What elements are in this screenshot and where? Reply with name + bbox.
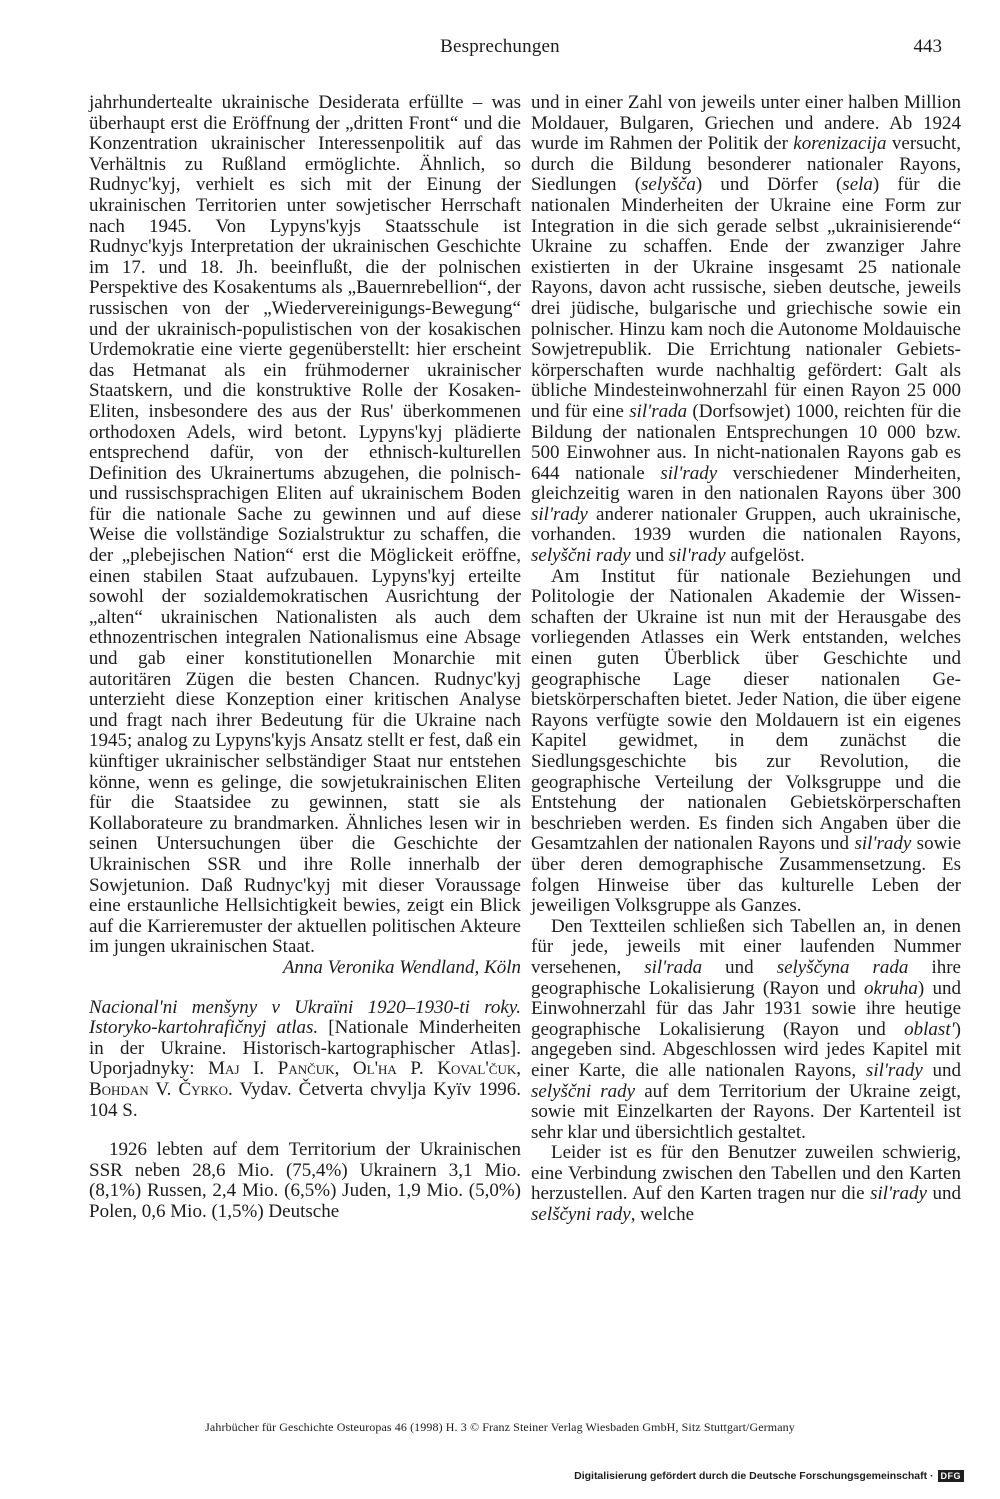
right-column — [531, 93, 961, 1226]
text-run: und in einer Zahl von jeweils unter einer halben Million Moldauer, Bulgaren, Griechen und andere. Ab 1924 wurde im Rahmen der Politik der — [531, 92, 961, 155]
review-paragraph — [531, 917, 961, 1144]
text-run: , welche — [630, 1204, 695, 1226]
text-run: (Dorfsowjet) 1000, reichten für die Bildung der nationalen Entsprechungen 10 000 bzw. 500 Einwohner aus. In nicht-nationalen Rayons gab es 644 nationale — [531, 400, 962, 484]
text-run: verschiedener Minderheiten, gleichzeitig waren in den nationalen Rayons über 300 — [531, 462, 961, 505]
running-header: Besprechungen — [440, 36, 560, 57]
text-run: ) und Einwohnerzahl für das Jahr 1931 sowie ihre heutige geographische Lokalisierung (Rayon und — [531, 977, 961, 1040]
funding-text: Digitalisierung gefördert durch die Deutsche Forschungsgemeinschaft · — [574, 1470, 934, 1482]
text-run: und — [926, 1183, 961, 1205]
italic-term: sela — [842, 174, 873, 196]
italic-term: selyšča — [641, 174, 696, 196]
italic-term: sil'rady — [660, 462, 718, 484]
italic-term: sil'rada — [644, 956, 703, 978]
italic-term: sil'rady — [870, 1183, 927, 1205]
text-run: ihre geographische Lokalisierung (Rayon und — [531, 956, 961, 999]
italic-term: selščyni rady — [531, 1204, 631, 1226]
text-run: anderer nationaler Gruppen, auch ukrainische, vorhanden. 1939 wurden die nationalen Rayons, — [531, 503, 961, 546]
review-signature: Anna Veronika Wendland, Köln — [282, 956, 521, 978]
dfg-logo-icon: DFG — [938, 1470, 965, 1482]
italic-term: okruha — [864, 977, 918, 999]
text-run: und — [630, 545, 669, 567]
book-reference — [89, 998, 521, 1122]
review-paragraph: jahrhundertealte ukrainische Desiderata erfüllte – was überhaupt erst die Eröffnung der „dritten Front“ und die Konzentration ukrainischer Interessenpolitik auf das Verhältnis zu Rußland ermöglichte. Ähnlich, so Rudnyc'kyj, verhielt es sich mit der Einung der ukrainischen Territorien unter sowjetischer Herrschaft nach 1945. Von Lypyns'kyjs Staatsschule ist Rudnyc'kyjs Interpretation der ukrainischen Geschichte im 17. und 18. Jh. beeinflußt, die der polnischen Perspektive des Kosakentums als „Bauernrebellion“, der russischen von der „Wiedervereinigungs-Bewegung“ und der ukrainisch-populistischen von der kosakischen Urdemokratie eine vierte gegenüberstellt: hier erscheint das Hetmanat als ein frühmoderner ukrainischer Staatskern, und die konstruktive Rolle der Kosaken-Eliten, insbesondere des aus der Rus' überkommenen orthodoxen Adels, wird betont. Lypyns'kyj plädierte entsprechend dafür, von der ethnisch-kulturellen Definition des Ukrainertums abzugehen, die polnisch- und russischsprachigen Eliten auf ukrainischem Boden für die nationale Sache zu gewinnen und auf diese Weise die vollständige Sozialstruktur zu schaffen, die der „plebejischen Nation“ erst die Möglickeit eröffne, einen stabilen Staat aufzubauen. Lypyns'kyj erteilte sowohl der sozialdemokratischen Ausrichtung der „alten“ ukrainischen Nationalisten als auch dem ethnozentrischen integralen Nationalismus eine Absage und gab einer konstitutionellen Monarchie mit autoritären Zügen die besten Chancen. Rudnyc'kyj unterzieht diese Konzeption einer kritischen Analyse und fragt nach ihrer Bedeutung für die Ukraine nach 1945; analog zu Lypyns'kyjs Ansatz stellt er fest, daß ein künftiger ukrainischer selbständiger Staat nur entstehen könne, wenn es gelinge, die sowjetukrainischen Eliten für die Staatsidee zu gewinnen, statt sie als Kollaborateure zu brandmarken. Ähnliches lesen wir in seinen Untersuchungen über die Geschichte der Ukrainischen SSR und ihre Rolle innerhalb der Sowjetunion. Daß Rudnyc'kyj mit dieser Voraussage eine erstaunliche Hellsichtigkeit bewies, zeigt ein Blick auf die Karrieremuster der aktuellen politischen Akteure im jungen ukrainischen Staat. — [89, 92, 521, 958]
page-number: 443 — [913, 36, 942, 57]
italic-term: korenizacija — [793, 133, 887, 155]
text-run: auf dem Territorium der Ukraine zeigt, sowie mit Einzelkarten der Rayons. Der Kartenteil ist sehr klar und übersichtlich gestaltet. — [531, 1080, 961, 1143]
italic-term: selyščni rady — [531, 545, 631, 567]
text-run: ) angegeben sind. Abgeschlossen wird jedes Kapitel mit einer Karte, die alle nationalen Rayons, — [531, 1018, 961, 1081]
italic-term: sil'rady — [854, 833, 912, 855]
text-run: versucht, durch die Bildung besonderer nationaler Rayons, Siedlungen ( — [531, 133, 962, 196]
text-run: Den Textteilen schließen sich Tabellen an, in denen für jede, jeweils mit einer laufenden Nummer versehenen, — [531, 915, 961, 978]
review-paragraph — [531, 93, 961, 567]
text-run: Am Institut für nationale Beziehungen und Politologie der Nationalen Akademie der Wissenschaften der Ukraine ist nun mit der Herausgabe des vorliegenden Atlasses ein Werk entstanden, welches einen guten Überblick über Geschichte und geographische Lage dieser nationalen Gebietskörperschaften bietet. Jeder Nation, die über eigene Rayons verfügte sowie den Moldauern ist ein eigenes Kapitel gewidmet, in dem zunächst die Siedlungsgeschichte bis zur Revolution, die geographische Verteilung der Volksgruppe und die Entstehung der nationalen Gebietskörperschaften beschrieben werden. Es finden sich Angaben über die Gesamtzahlen der nationalen Rayons und — [531, 565, 961, 855]
italic-term: oblast' — [904, 1018, 955, 1040]
text-run: aufgelöst. — [725, 545, 805, 567]
journal-footer: Jahrbücher für Geschichte Osteuropas 46 (1998) H. 3 © Franz Steiner Verlag Wiesbaden GmbH, Sitz Stuttgart/Germany — [205, 1420, 795, 1434]
text-run: sowie über deren demographische Zusammensetzung. Es folgen Hinweise über das kulturelle Leben der jeweiligen Volksgruppe als Ganzes. — [531, 833, 962, 917]
text-run: ) für die nationalen Minderheiten der Ukraine eine Form zur Integration in die sich gerade selbst „ukrainisierende“ Ukraine zu schaffen. Ende der zwanziger Jahre existierten in der Ukraine insgesamt 25 nationale Rayons, davon acht russische, sieben deutsche, jeweils drei jüdische, bulgarische und griechische sowie ein polnischer. Hinzu kam noch die Autonome Moldauische Sowjetrepublik. Die Errichtung nationaler Gebietskörperschaften wurde nachhaltig gefördert: Galt als übliche Mindesteinwohnerzahl für einen Rayon 25 000 und für eine — [531, 174, 961, 422]
italic-term: sil'rady — [865, 1059, 923, 1081]
review-paragraph: 1926 lebten auf dem Territorium der Ukrainischen SSR neben 28,6 Mio. (75,4%) Ukrainern 3,1 Mio. (8,1%) Russen, 2,4 Mio. (6,5%) Juden, 1,9 Mio. (5,0%) Polen, 0,6 Mio. (1,5%) Deutsche — [89, 1139, 521, 1222]
book-publisher: Vydav. Četverta chvylja Kyïv 1996. 104 S. — [89, 1078, 521, 1121]
italic-term: sil'rada — [629, 400, 688, 422]
book-title: Nacional'ni menšyny v Ukraïni 1920–1930-ti roky. Istoryko-kartohrafičnyj atlas. — [89, 996, 521, 1039]
book-subtitle: [Nationale Minderheiten in der Ukraine. Historisch-kartographischer Atlas]. Uporjadnyky: — [89, 1017, 521, 1080]
italic-term: selyščni rady — [531, 1080, 636, 1102]
left-column — [89, 93, 521, 1222]
text-run: und — [702, 956, 777, 978]
italic-term: sil'rady — [668, 545, 726, 567]
book-authors: Maj I. Pančuk, Ol'ha P. Koval'čuk, Bohdan V. Čyrko. — [89, 1058, 521, 1100]
italic-term: sil'rady — [531, 503, 588, 525]
text-run: ) und Dörfer ( — [695, 174, 843, 196]
review-paragraph — [531, 567, 961, 917]
review-paragraph — [531, 1143, 961, 1225]
italic-term: selyščyna rada — [776, 956, 909, 978]
text-run: Leider ist es für den Benutzer zuweilen schwierig, eine Verbindung zwischen den Tabellen und den Karten herzustellen. Auf den Karten tragen nur die — [531, 1142, 961, 1205]
text-run: und — [922, 1059, 962, 1081]
funding-note — [574, 1470, 964, 1482]
